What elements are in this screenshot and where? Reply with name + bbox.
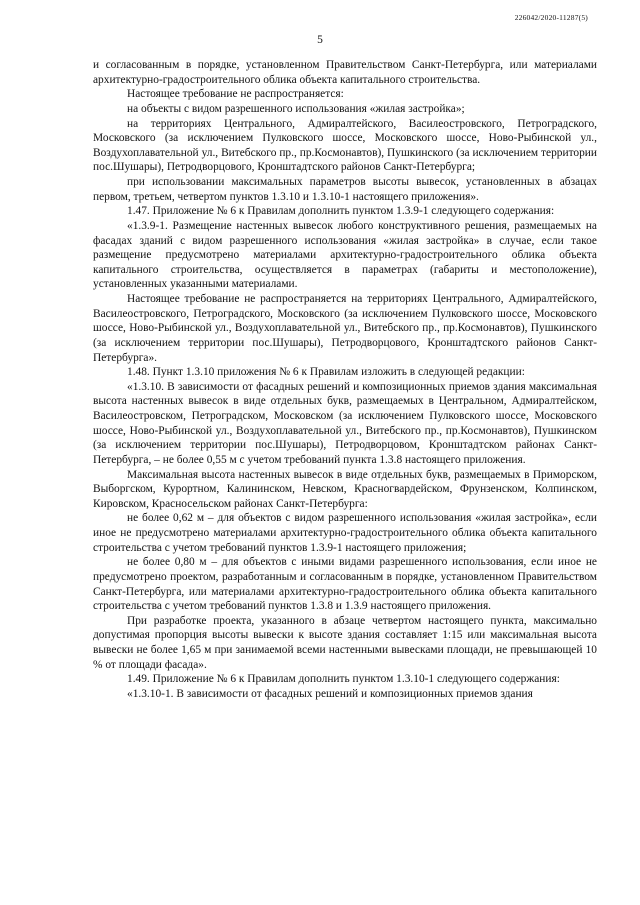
paragraph: не более 0,62 м – для объектов с видом разрешенного использования «жилая застройка», если иное не предусмотрено материалами архитектурно-градостроительного облика объекта капитального строительства с учетом требований пунктов 1.3.9-1 настоящего приложения; bbox=[93, 512, 597, 554]
page-number: 5 bbox=[317, 34, 323, 46]
paragraph: «1.3.9-1. Размещение настенных вывесок любого конструктивного решения, размещаемых на фасадах зданий с видом разрешенного использования «жилая застройка» в случае, если такое размещение предусмотрено материалами архитектурно-градостроительного облика объекта капитального строительства, осуществляется в параметрах (габариты и местоположение), установленных указанными материалами. bbox=[93, 219, 597, 291]
document-registration-number: 226042/2020-11287(5) bbox=[514, 13, 588, 22]
document-body bbox=[93, 58, 597, 702]
paragraph: Максимальная высота настенных вывесок в виде отдельных букв, размещаемых в Приморском, Выборгском, Курортном, Калининском, Невском, Красногвардейском, Фрунзенском, Колпинском, Кировском, Красносельском районах Санкт-Петербурга: bbox=[93, 468, 597, 510]
paragraph: «1.3.10-1. В зависимости от фасадных решений и композиционных приемов здания bbox=[127, 687, 533, 700]
paragraph: «1.3.10. В зависимости от фасадных решений и композиционных приемов здания максимальная высота настенных вывесок в виде отдельных букв, размещаемых в Центральном, Адмиралтейском, Василеостровском, Петроградском, Московском (за исключением Пулковского шоссе, Московского шоссе, Ново-Рыбинской ул., Воздухоплавательной ул., Витебского пр., пр.Космонавтов), Пушкинском (за исключением территории пос.Шушары), Петродворцовом, Кронштадтском районах Санкт-Петербурга, – не более 0,55 м с учетом требований пункта 1.3.8 настоящего приложения. bbox=[93, 380, 597, 466]
paragraph: Настоящее требование не распространяется на территориях Центрального, Адмиралтейского, Василеостровского, Петроградского, Московского (за исключением Пулковского шоссе, Московского шоссе, Ново-Рыбинской ул., Воздухоплавательной ул., Витебского пр., пр.Космонавтов), Пушкинского (за исключением территории пос.Шушары), Петродворцового, Кронштадтского районов Санкт-Петербурга». bbox=[93, 293, 597, 364]
paragraph: 1.47. Приложение № 6 к Правилам дополнить пунктом 1.3.9-1 следующего содержания: bbox=[127, 205, 555, 218]
paragraph: при использовании максимальных параметров высоты вывесок, установленных в абзацах первом, третьем, четвертом пунктов 1.3.10 и 1.3.10-1 настоящего приложения». bbox=[93, 176, 597, 203]
paragraph: 1.48. Пункт 1.3.10 приложения № 6 к Правилам изложить в следующей редакции: bbox=[127, 366, 525, 379]
paragraph: на объекты с видом разрешенного использования «жилая застройка»; bbox=[127, 102, 465, 115]
paragraph: При разработке проекта, указанного в абзаце четвертом настоящего пункта, максимально допустимая пропорция высоты вывески к высоте здания составляет 1:15 или максимальная высота вывески не более 1,65 м при занимаемой всеми настенными вывесками площади, не превышающей 10 % от площади фасада». bbox=[93, 614, 597, 671]
paragraph: и согласованным в порядке, установленном Правительством Санкт-Петербурга, или материалами архитектурно-градостроительного облика объекта капитального строительства. bbox=[93, 59, 597, 86]
paragraph: Настоящее требование не распространяется: bbox=[127, 88, 344, 101]
paragraph: 1.49. Приложение № 6 к Правилам дополнить пунктом 1.3.10-1 следующего содержания: bbox=[127, 673, 560, 686]
paragraph: не более 0,80 м – для объектов с иными видами разрешенного использования, если иное не предусмотрено проектом, разработанным и согласованным в порядке, установленном Правительством Санкт-Петербурга, или материалами архитектурно-градостроительного облика объекта капитального строительства с учетом требований пунктов 1.3.8 и 1.3.9 настоящего приложения. bbox=[93, 556, 597, 613]
paragraph: на территориях Центрального, Адмиралтейского, Василеостровского, Петроградского, Московского (за исключением Пулковского шоссе, Московского шоссе, Ново-Рыбинской ул., Воздухоплавательной ул., Витебского пр., пр.Космонавтов), Пушкинского (за исключением территории пос.Шушары), Петродворцового, Кронштадтского районов Санкт-Петербурга; bbox=[93, 117, 597, 174]
